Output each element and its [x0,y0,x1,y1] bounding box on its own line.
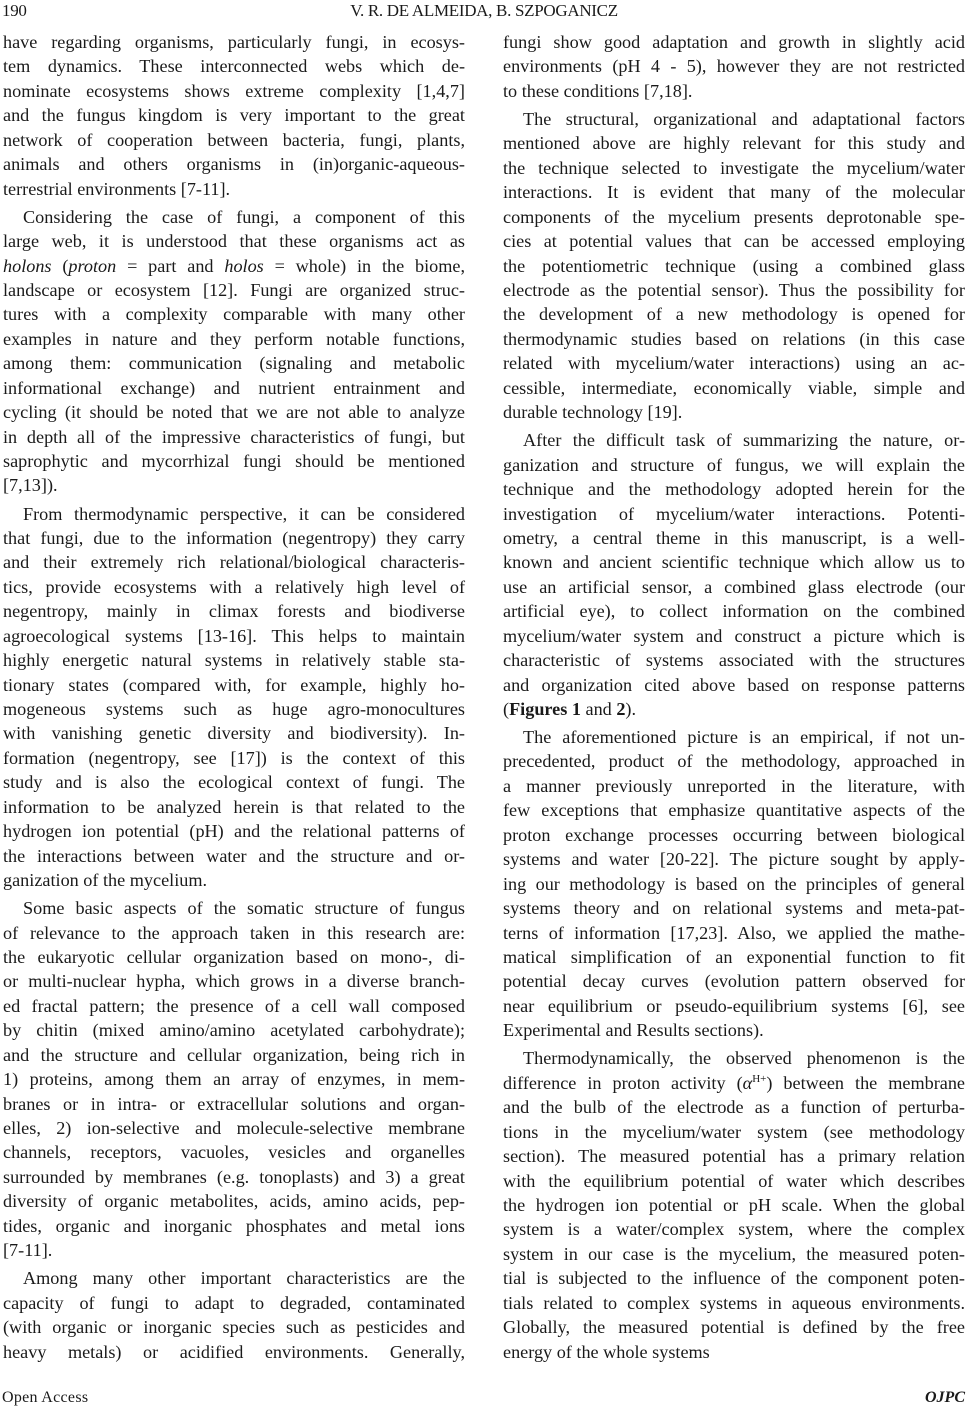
text-line: diversity of organic metabolites, acids, amino acids, pep- [3,1191,465,1212]
text-line: cycling (it should be noted that we are not able to analyze [3,402,465,423]
text-line: tides, organic and inorganic phosphates and metal ions [3,1215,465,1236]
text-line: network of cooperation between bacteria, fungi, plants, [3,129,465,150]
text-line: and their extremely rich relational/biological characteris- [3,552,465,573]
text-fragment: and [580,699,617,719]
paragraph [503,107,965,425]
alpha-symbol: α [742,1072,753,1093]
text-line: of relevance to the approach taken in this research are: [3,922,465,943]
text-fragment: ) between the membrane [766,1072,965,1093]
paragraph [3,205,465,498]
text-line: near equilibrium or pseudo-equilibrium systems [6], see [503,995,965,1016]
text-line: heavy metals) or acidified environments. Generally, [3,1341,465,1362]
text-line: electrode as the potential sensor). Thus the possibility for [503,279,965,300]
text-line: the hydrogen ion potential or pH scale. When the global [503,1194,965,1215]
text-line: investigation of mycelium/water interactions. Potenti- [503,503,965,524]
text-line: in depth all of the impressive characteristics of fungi, but [3,426,465,447]
text-line-proton-activity [503,1071,965,1095]
text-line: and organization cited above based on response patterns [503,674,965,695]
figure-ref-2[interactable]: 2 [616,699,626,719]
page-number: 190 [2,1,27,20]
text-line: (with organic or inorganic species such as pesticides and [3,1317,465,1338]
text-line: section). The measured potential has a primary relation [503,1146,965,1167]
text-line: among them: communication (signaling and metabolic [3,353,465,374]
text-line: use an artificial sensor, a combined glass electrode (our [503,576,965,597]
text-line: the technique selected to investigate the mycelium/water [503,157,965,178]
text-line: with vanishing genetic diversity and biodiversity). In- [3,723,465,744]
text-line: terrestrial environments [7-11]. [3,178,231,199]
text-line: landscape or ecosystem [12]. Fungi are organized struc- [3,279,465,300]
text-line: precedented, product of the methodology, approached in [503,751,965,772]
footer-open-access: Open Access [2,1389,89,1406]
text-line: tials related to complex systems in aqueous environments. [503,1292,965,1313]
text-line: 1) proteins, among them an array of enzymes, in mem- [3,1069,465,1090]
text-line: examples in nature and they perform notable functions, [3,328,465,349]
text-line: thermodynamic studies based on relations (in this case [503,328,965,349]
text-line: with the equilibrium potential of water which describes [503,1170,965,1191]
text-line: saprophytic and mycorrhizal fungi should be mentioned [3,451,465,472]
text-line: capacity of fungi to adapt to degraded, contaminated [3,1292,465,1313]
text-line: artificial eye), to collect information on the combined [503,601,965,622]
superscript-h-plus: H+ [752,1072,767,1085]
text-fragment: = whole) in the biome, [263,255,466,276]
text-line: fungi show good adaptation and growth in slightly acid [503,32,965,52]
text-line: tial is subjected to the influence of the component poten- [503,1268,965,1289]
text-line: large web, it is understood that these organisms act as [3,231,465,252]
text-line: agroecological systems [13-16]. This helps to maintain [3,625,465,646]
paragraph [3,30,465,201]
text-line: study and is also the ecological context of fungi. The [3,772,465,793]
text-line: cies at potential values that can be accessed employing [503,231,965,252]
right-column [503,30,965,1364]
text-line: terns of information [17,23]. Also, we applied the mathe- [503,922,965,943]
text-line: tics, provide ecosystems with a relatively high level of [3,576,465,597]
text-line: the development of a new methodology is opened for [503,304,965,325]
text-line: matical simplification of an exponential function to fit [503,946,965,967]
footer-journal-abbrev: OJPC [925,1389,965,1406]
left-column [3,30,465,1364]
text-line-holons [3,254,465,278]
text-line: the interactions between water and the structure and or- [3,845,465,866]
text-line: related with mycelium/water interactions) using an ac- [503,353,965,374]
text-line: nominate ecosystems shows extreme complexity [1,4,7] [3,80,465,101]
text-fragment: difference in proton activity ( [503,1072,743,1093]
text-line: the eukaryotic cellular organization based on mono-, di- [3,946,465,967]
text-line: surrounded by membranes (e.g. tonoplasts) and 3) a great [3,1166,465,1187]
text-line: the potentiometric technique (using a combined glass [503,255,965,276]
paragraph [503,428,965,721]
running-header-authors: V. R. DE ALMEIDA, B. SZPOGANICZ [350,1,618,20]
text-line: animals and others organisms in (in)organic-aqueous- [3,154,465,175]
text-fragment: ). [625,699,637,719]
term-holons: holons [3,255,52,276]
text-line: to these conditions [7,18]. [503,80,693,101]
text-line: mogeneous systems such as huge agro-monocultures [3,699,465,719]
paragraph [3,896,465,1263]
text-line: tionary states (compared with, for example, highly ho- [3,674,465,695]
text-line: a manner previously unreported in the literature, with [503,775,965,796]
text-line: characteristic of systems associated with the structures [503,650,965,671]
text-line: From thermodynamic perspective, it can be considered [23,503,465,524]
text-line: that fungi, due to the information (negentropy) they carry [3,527,465,548]
text-line: and the bulb of the electrode as a function of perturba- [503,1097,965,1118]
text-line: tures with a complexity comparable with many other [3,304,465,325]
paragraph [3,502,465,893]
text-line: [7-11]. [3,1240,53,1261]
text-line: system in our case is the mycelium, the measured poten- [503,1243,965,1264]
term-holos: holos [224,255,264,276]
paragraph [503,1046,965,1364]
text-line: ometry, a central theme in this manuscript, is a well- [503,527,965,548]
text-line: ganization and structure of fungus, we will explain the [503,454,965,475]
text-line: known and ancient scientific technique which allow us to [503,552,965,573]
text-line: systems and water [20-22]. The picture sought by apply- [503,849,965,870]
text-line: by chitin (mixed amino/amino acetylated carbohydrate); [3,1020,465,1041]
term-proton: proton [68,255,117,276]
text-line: or multi-nuclear hypha, which grows in a diverse branch- [3,971,465,992]
text-line: environments (pH 4 - 5), however they are not restricted [503,56,965,77]
text-line: hydrogen ion potential (pH) and the relational patterns of [3,821,465,842]
figure-ref-1[interactable]: Figures 1 [509,699,581,719]
text-line: negentropy, mainly in climax forests and biodiverse [3,601,465,622]
text-fragment: = part and [116,255,225,276]
text-line: mentioned above are highly relevant for this study and [503,133,965,154]
text-line: ganization of the mycelium. [3,870,208,891]
text-line: and the structure and cellular organization, being rich in [3,1044,465,1065]
text-line: channels, receptors, vacuoles, vesicles and organelles [3,1142,465,1163]
text-line: tem dynamics. These interconnected webs which de- [3,56,465,77]
text-line: elles, 2) ion-selective and molecule-selective membrane [3,1118,465,1139]
text-line: formation (negentropy, see [17]) is the context of this [3,747,465,768]
text-line: Globally, the measured potential is defined by the free [503,1317,965,1338]
text-line: After the difficult task of summarizing the nature, or- [523,430,965,451]
text-line: have regarding organisms, particularly fungi, in ecosys- [3,32,465,52]
text-line: systems theory and on relational systems and meta-pat- [503,898,965,919]
text-line: proton exchange processes occurring between biological [503,824,965,845]
text-line: ing our methodology is based on the principles of general [503,873,965,894]
text-line: ed fractal pattern; the presence of a cell wall composed [3,995,465,1016]
text-line: cessible, intermediate, economically viable, simple and [503,377,965,398]
text-line: branes or in intra- or extracellular solutions and organ- [3,1093,465,1114]
text-line: The structural, organizational and adaptational factors [523,108,965,129]
paragraph [3,1266,465,1364]
text-line: information to be analyzed herein is that related to the [3,796,465,817]
paragraph [503,30,965,103]
text-line: Thermodynamically, the observed phenomenon is the [523,1048,965,1069]
text-line: tions in the mycelium/water system (see methodology [503,1121,965,1142]
text-fragment: ( [51,255,69,276]
text-line: Experimental and Results sections). [503,1020,764,1041]
text-line: few exceptions that emphasize quantitative aspects of the [503,800,965,821]
text-line: informational exchange) and nutrient entrainment and [3,377,465,398]
text-line: energy of the whole systems [503,1341,710,1362]
text-line: and the fungus kingdom is very important to the great [3,105,465,126]
text-line: The aforementioned picture is an empirical, if not un- [523,727,965,748]
text-line: highly energetic natural systems in relatively stable sta- [3,650,465,671]
text-line: [7,13]). [3,475,58,496]
text-line: mycelium/water system and construct a picture which is [503,625,965,646]
text-fragment: ( [503,699,510,719]
text-line: components of the mycelium presents deprotonable spe- [503,206,965,227]
text-line: technique and the methodology adopted herein for the [503,479,965,500]
text-line: Considering the case of fungi, a component of this [23,206,465,227]
text-line-figures-ref [503,697,965,721]
text-line: interactions. It is evident that many of the molecular [503,182,965,203]
text-line: system is a water/complex system, where the complex [503,1219,965,1240]
text-line: durable technology [19]. [503,402,683,423]
text-line: Some basic aspects of the somatic structure of fungus [23,898,465,919]
paragraph [503,725,965,1043]
text-line: potential decay curves (evolution pattern observed for [503,971,965,992]
text-line: Among many other important characteristics are the [23,1268,465,1289]
